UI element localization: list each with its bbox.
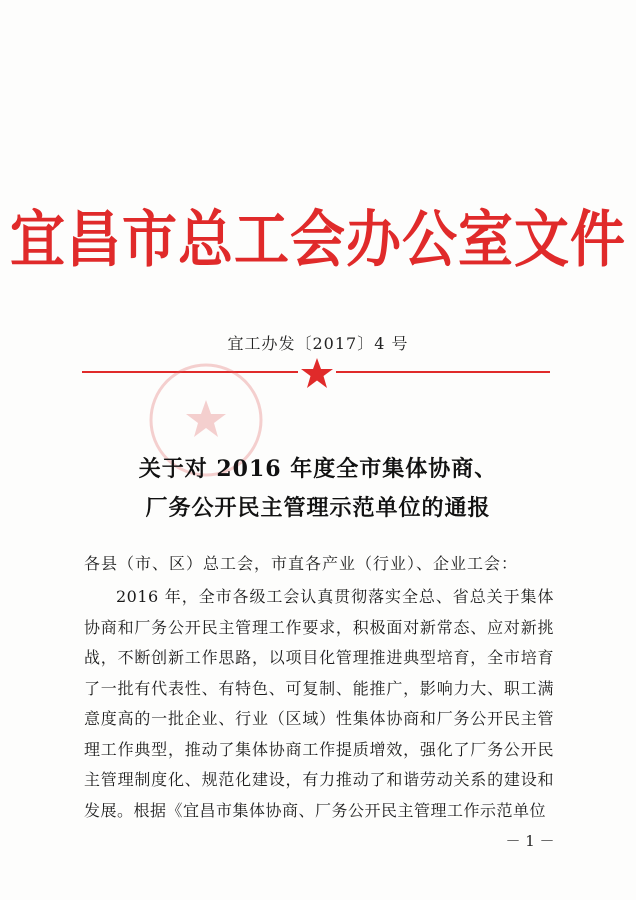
page-number: － 1 －	[505, 832, 555, 850]
notice-title-line-1: 关于对 2016 年度全市集体协商、	[138, 456, 498, 482]
red-star-icon	[300, 357, 334, 389]
notice-title-line-2: 厂务公开民主管理示范单位的通报	[145, 495, 491, 521]
document-header-title: 宜昌市总工会办公室文件	[9, 203, 626, 275]
body-paragraph: 2016 年，全市各级工会认真贯彻落实全总、省总关于集体协商和厂务公开民主管理工作要求，积极面对新常态、应对新挑战，不断创新工作思路，以项目化管理推进典型培育，全市培育了一批有代表性、有特色、可复制、能推广，影响力大、职工满意度高的一批企业、行业（区域）性集体协商和厂务公开民主管理工作典型，推动了集体协商工作提质增效，强化了厂务公开民主管理制度化、规范化建设，有力推动了和谐劳动关系的建设和发展。根据《宜昌市集体协商、厂务公开民主管理工作示范单位	[84, 587, 554, 820]
header-divider-right	[336, 371, 550, 373]
salutation: 各县（市、区）总工会，市直各产业（行业）、企业工会：	[84, 554, 519, 573]
document-number: 宜工办发〔2017〕4 号	[227, 334, 409, 353]
